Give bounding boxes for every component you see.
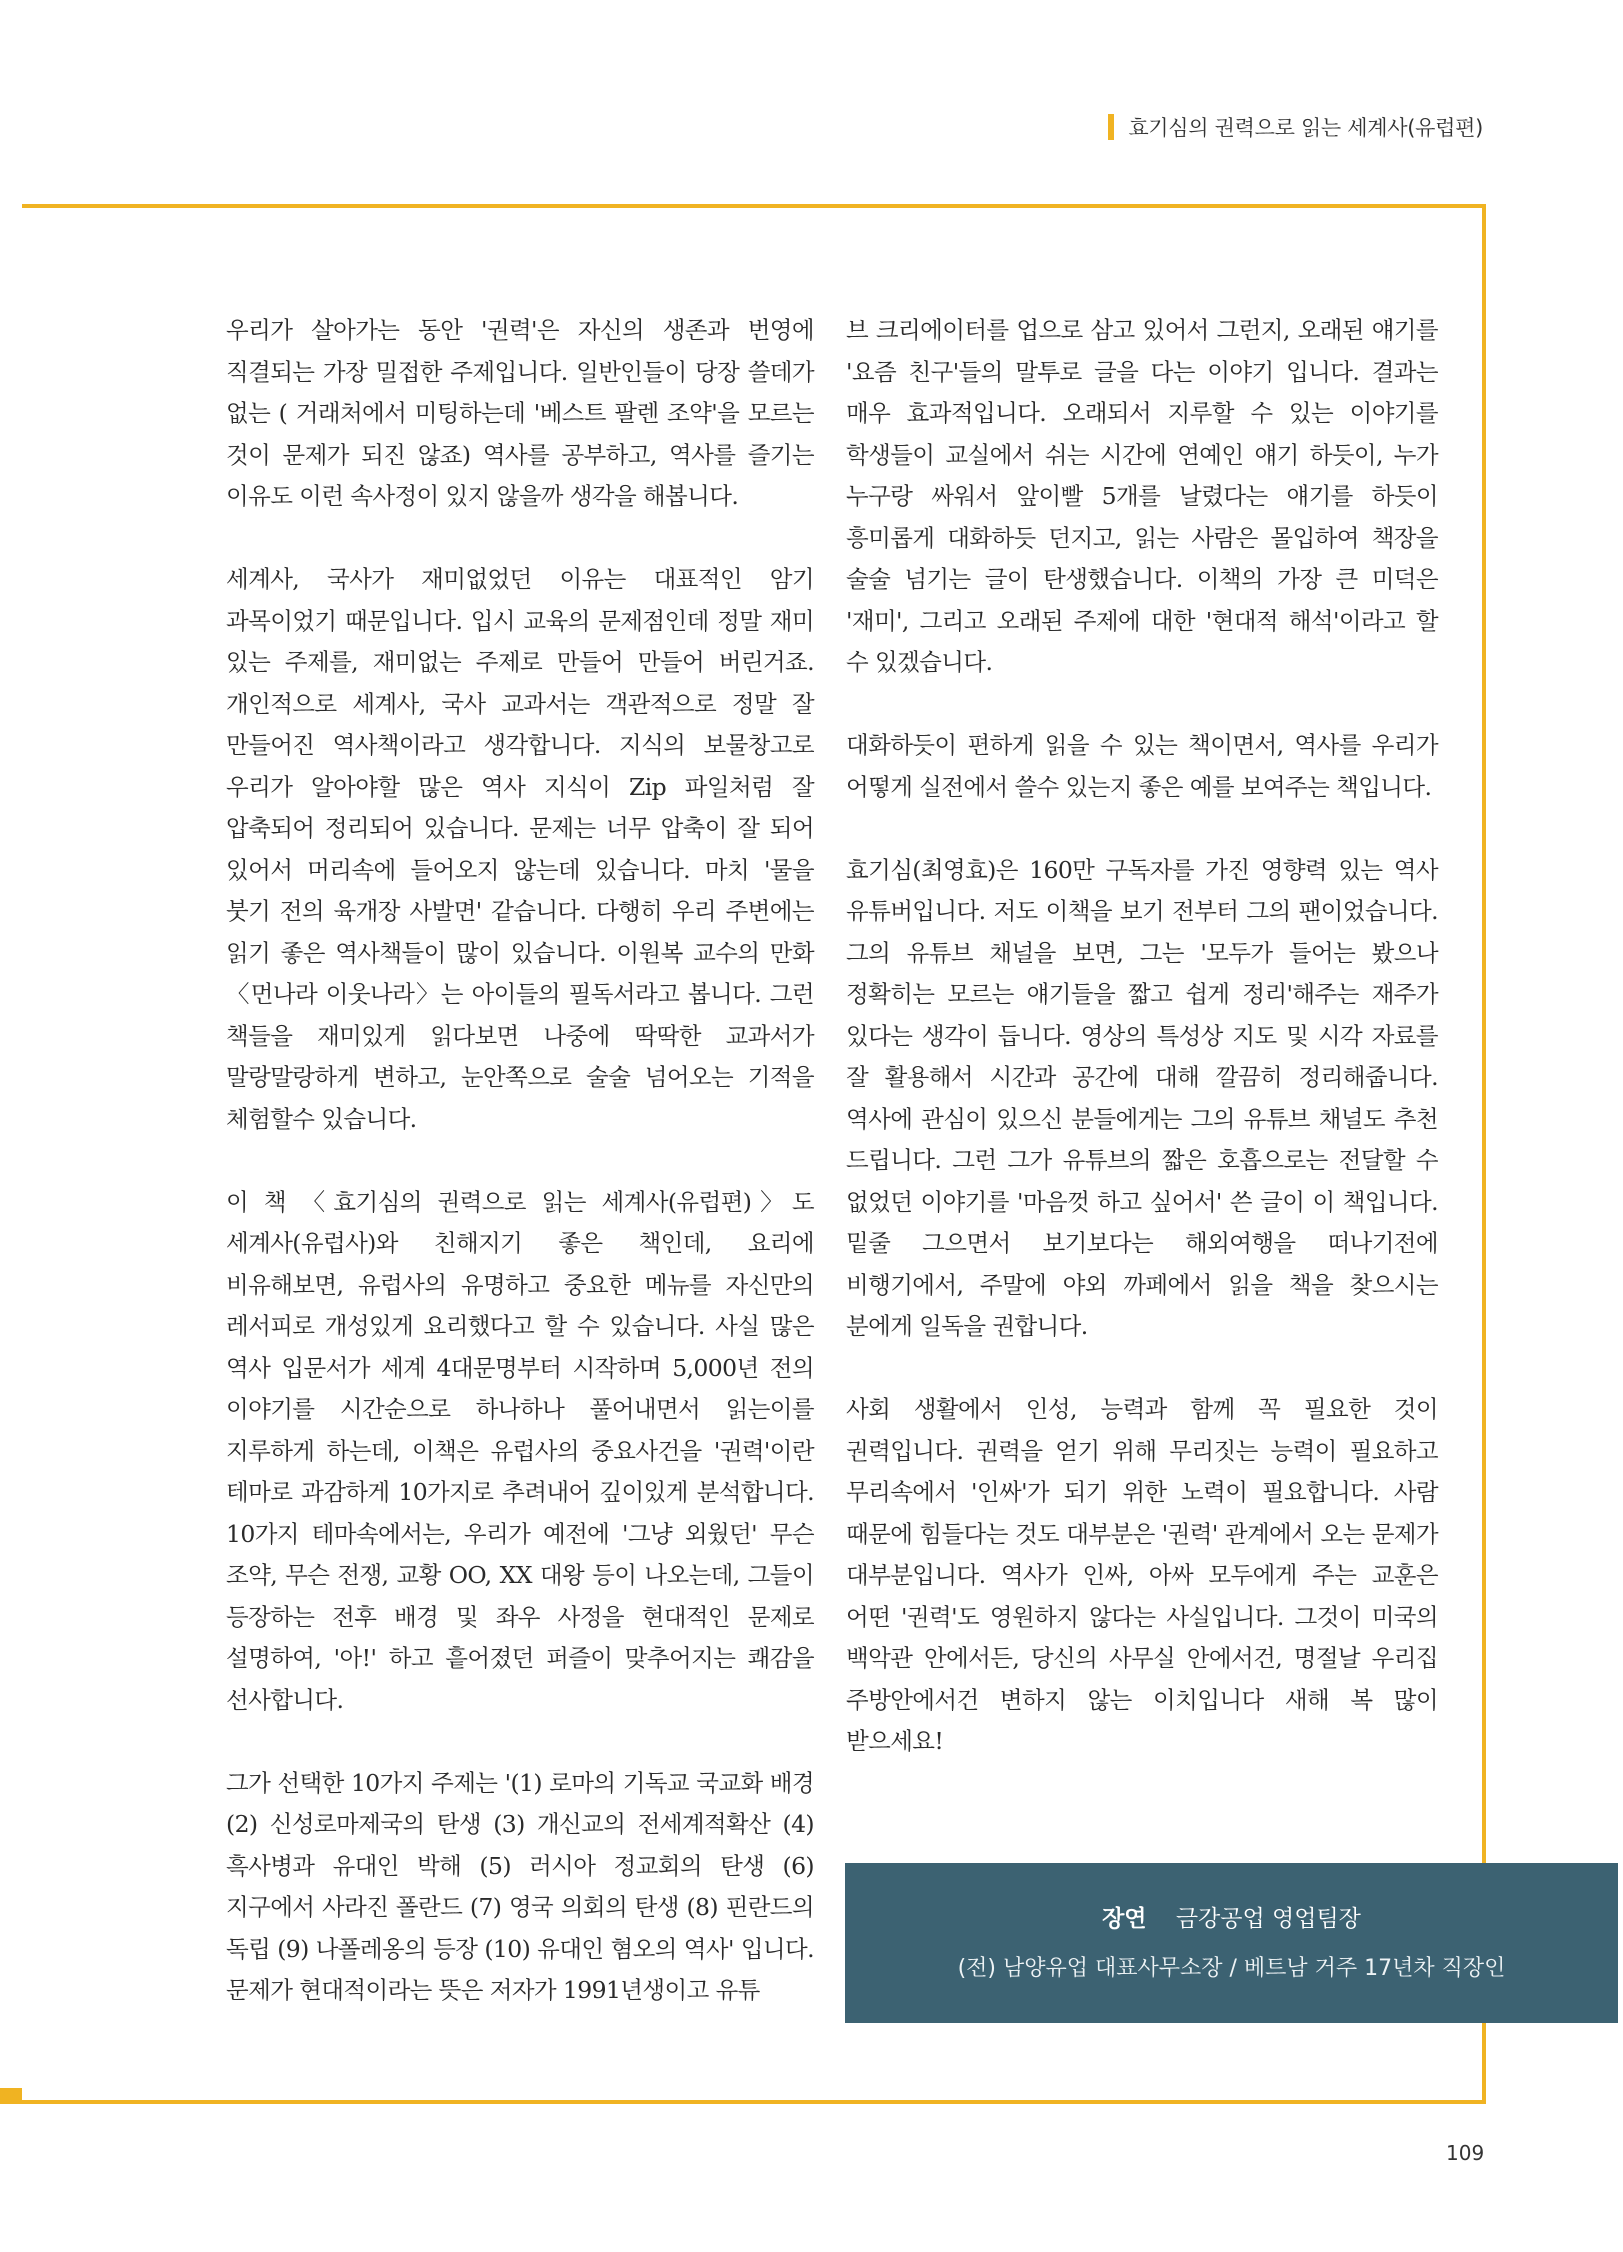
author-name: 장연 (1102, 1906, 1147, 1932)
author-role: 금강공업 영업팀장 (1175, 1906, 1361, 1932)
paragraph: 세계사, 국사가 재미없었던 이유는 대표적인 암기 과목이었기 때문입니다. 입시 교육의 문제점인데 정말 재미 있는 주제를, 재미없는 주제로 만들어 만들어 버린거죠. 개인적으로 세계사, 국사 교과서는 객관적으로 정말 잘 만들어진 역사책이라고 생각합니다. 지식의 보물창고로 우리가 알아야할 많은 역사 지식이 Zip 파일처럼 잘 압축되어 정리되어 있습니다. 문제는 너무 압축이 잘 되어 있어서 머리속에 들어오지 않는데 있습니다. 마치 '물을 붓기 전의 육개장 사발면' 같습니다. 다행히 우리 주변에는 읽기 좋은 역사책들이 많이 있습니다. 이원복 교수의 만화 〈먼나라 이웃나라〉는 아이들의 필독서라고 봅니다. 그런 책들을 재미있게 읽다보면 나중에 딱딱한 교과서가 말랑말랑하게 변하고, 눈안쪽으로 술술 넘어오는 기적을 체험할수 있습니다. (226, 565, 814, 1133)
paragraph: 효기심(최영효)은 160만 구독자를 가진 영향력 있는 역사 유튜버입니다. 저도 이책을 보기 전부터 그의 팬이었습니다. 그의 유튜브 채널을 보면, 그는 '모두가 들어는 봤으나 정확히는 모르는 얘기들을 짧고 쉽게 정리'해주는 재주가 있다는 생각이 듭니다. 영상의 특성상 지도 및 시각 자료를 잘 활용해서 시간과 공간에 대해 깔끔히 정리해줍니다. 역사에 관심이 있으신 분들에게는 그의 유튜브 채널도 추천 드립니다. 그런 그가 유튜브의 짧은 호흡으로는 전달할 수 없었던 이야기를 '마음껏 하고 싶어서' 쓴 글이 이 책입니다. 밑줄 그으면서 보기보다는 해외여행을 떠나기전에 비행기에서, 주말에 야외 까페에서 읽을 책을 찾으시는 분에게 일독을 권합니다. (846, 855, 1439, 1340)
right-column (846, 310, 1438, 1804)
paragraph: 사회 생활에서 인성, 능력과 함께 꼭 필요한 것이 권력입니다. 권력을 얻기 위해 무리짓는 능력이 필요하고 무리속에서 '인싸'가 되기 위한 노력이 필요합니다. 사람 때문에 힘들다는 것도 대부분은 '권력' 관계에서 오는 문제가 대부분입니다. 역사가 인싸, 아싸 모두에게 주는 교훈은 어떤 '권력'도 영원하지 않다는 사실입니다. 그것이 미국의 백악관 안에서든, 당신의 사무실 안에서건, 명절날 우리집 주방안에서건 변하지 않는 이치입니다 새해 복 많이 받으세요! (846, 1395, 1438, 1755)
paragraph: 그가 선택한 10가지 주제는 '(1) 로마의 기독교 국교화 배경 (2) 신성로마제국의 탄생 (3) 개신교의 전세계적확산 (4) 흑사병과 유대인 박해 (5) 러시아 정교회의 탄생 (6) 지구에서 사라진 폴란드 (7) 영국 의회의 탄생 (8) 핀란드의 독립 (9) 나폴레옹의 등장 (10) 유대인 혐오의 역사' 입니다. 문제가 현대적이라는 뜻은 저자가 1991년생이고 유튜 (226, 1768, 814, 2004)
frame-bottom-tab (0, 2088, 22, 2104)
frame-top-border (22, 204, 1486, 208)
left-column (226, 310, 814, 2053)
frame-bottom-border (22, 2100, 1486, 2104)
page-number: 109 (1446, 2141, 1485, 2165)
header-title: 효기심의 권력으로 읽는 세계사(유럽편) (1128, 116, 1483, 140)
paragraph: 우리가 살아가는 동안 '권력'은 자신의 생존과 번영에 직결되는 가장 밀접한 주제입니다. 일반인들이 당장 쓸데가 없는 ( 거래처에서 미팅하는데 '베스트 팔렌 조약'을 모르는 것이 문제가 되진 않죠) 역사를 공부하고, 역사를 즐기는 이유도 이런 속사정이 있지 않을까 생각을 해봅니다. (226, 316, 814, 510)
frame-right-border (1482, 204, 1486, 2104)
paragraph: 대화하듯이 편하게 읽을 수 있는 책이면서, 역사를 우리가 어떻게 실전에서 쓸수 있는지 좋은 예를 보여주는 책입니다. (846, 731, 1438, 801)
author-bio: (전) 남양유업 대표사무소장 / 베트남 거주 17년차 직장인 (957, 1956, 1506, 1981)
author-line (845, 1899, 1618, 1939)
paragraph: 브 크리에이터를 업으로 삼고 있어서 그런지, 오래된 얘기를 '요즘 친구'들의 말투로 글을 다는 이야기 입니다. 결과는 매우 효과적입니다. 오래되서 지루할 수 있는 이야기를 학생들이 교실에서 쉬는 시간에 연예인 얘기 하듯이, 누가 누구랑 싸워서 앞이빨 5개를 날렸다는 얘기를 하듯이 흥미롭게 대화하듯 던지고, 읽는 사람은 몰입하여 책장을 술술 넘기는 글이 탄생했습니다. 이책의 가장 큰 미덕은 '재미', 그리고 오래된 주제에 대한 '현대적 해석'이라고 할 수 있겠습니다. (846, 316, 1438, 676)
paragraph: 이 책 〈효기심의 권력으로 읽는 세계사(유럽편)〉도 세계사(유럽사)와 친해지기 좋은 책인데, 요리에 비유해보면, 유럽사의 유명하고 중요한 메뉴를 자신만의 레서피로 개성있게 요리했다고 할 수 있습니다. 사실 많은 역사 입문서가 세계 4대문명부터 시작하며 5,000년 전의 이야기를 시간순으로 하나하나 풀어내면서 읽는이를 지루하게 하는데, 이책은 유럽사의 중요사건을 '권력'이란 테마로 과감하게 10가지로 추려내어 깊이있게 분석합니다. 10가지 테마속에서는, 우리가 예전에 '그냥 외웠던' 무슨 조약, 무슨 전쟁, 교황 OO, XX 대왕 등이 나오는데, 그들이 등장하는 전후 배경 및 좌우 사정을 현대적인 문제로 설명하여, '아!' 하고 흩어졌던 퍼즐이 맞추어지는 쾌감을 선사합니다. (226, 1187, 814, 1714)
author-box (845, 1863, 1618, 2023)
header-accent-bar (1108, 114, 1114, 140)
running-header (1108, 112, 1483, 142)
